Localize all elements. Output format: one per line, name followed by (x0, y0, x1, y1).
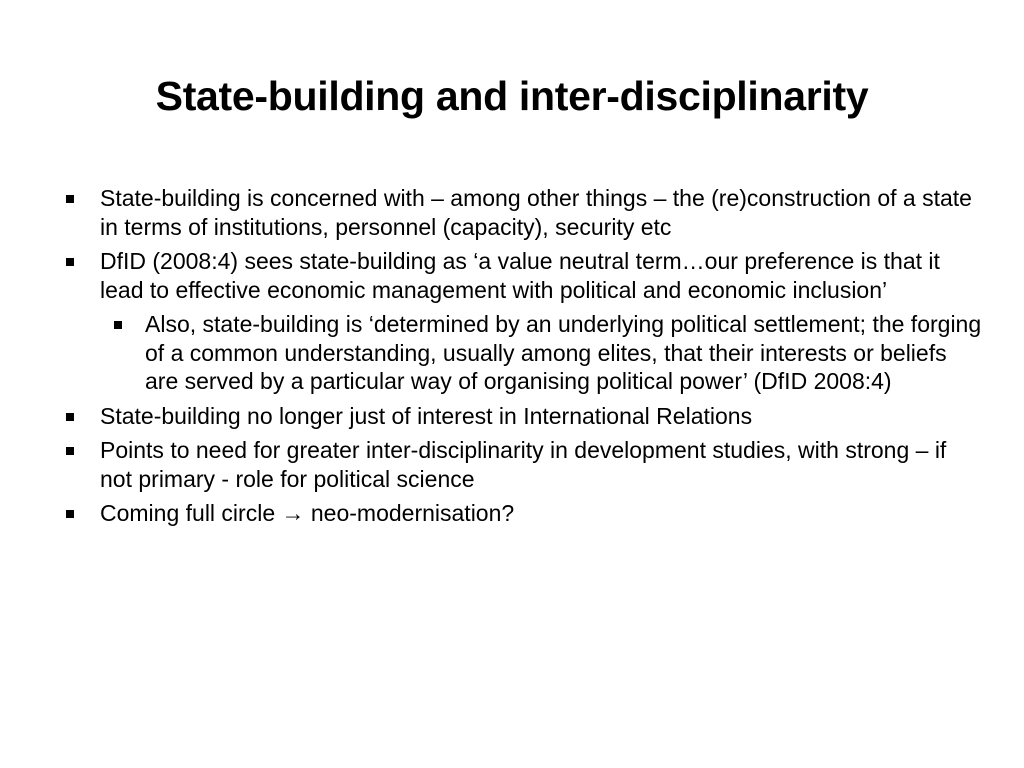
bullet-text: State-building no longer just of interest in International Relations (100, 402, 753, 429)
bullet-text: Points to need for greater inter-disciplinarity in development studies, with strong – if not primary - role for political science (100, 437, 947, 492)
slide-title: State-building and inter-disciplinarity (155, 73, 869, 119)
bullet-item (62, 402, 982, 431)
bullet-item (62, 247, 982, 304)
bullet-text: Also, state-building is ‘determined by an underlying political settlement; the forging of a common understanding, usually among elites, that their interests or beliefs are served by a particular way of organising political power’ (DfID 2008:4) (145, 311, 982, 394)
square-bullet-icon (66, 510, 74, 518)
bullet-item (62, 184, 982, 241)
bullet-text: State-building is concerned with – among other things – the (re)construction of a state in terms of institutions, personnel (capacity), security etc (100, 185, 972, 240)
bullet-item (62, 499, 982, 528)
sub-bullet-item (62, 310, 982, 396)
bullet-text: Coming full circle → neo-modernisation? (100, 500, 515, 526)
bullet-list (62, 184, 982, 534)
square-bullet-icon (114, 321, 122, 329)
square-bullet-icon (66, 447, 74, 455)
square-bullet-icon (66, 413, 74, 421)
square-bullet-icon (66, 195, 74, 203)
bullet-text: DfID (2008:4) sees state-building as ‘a value neutral term…our preference is that it lead to effective economic management with political and economic inclusion’ (100, 248, 940, 303)
square-bullet-icon (66, 258, 74, 266)
bullet-item (62, 436, 982, 493)
